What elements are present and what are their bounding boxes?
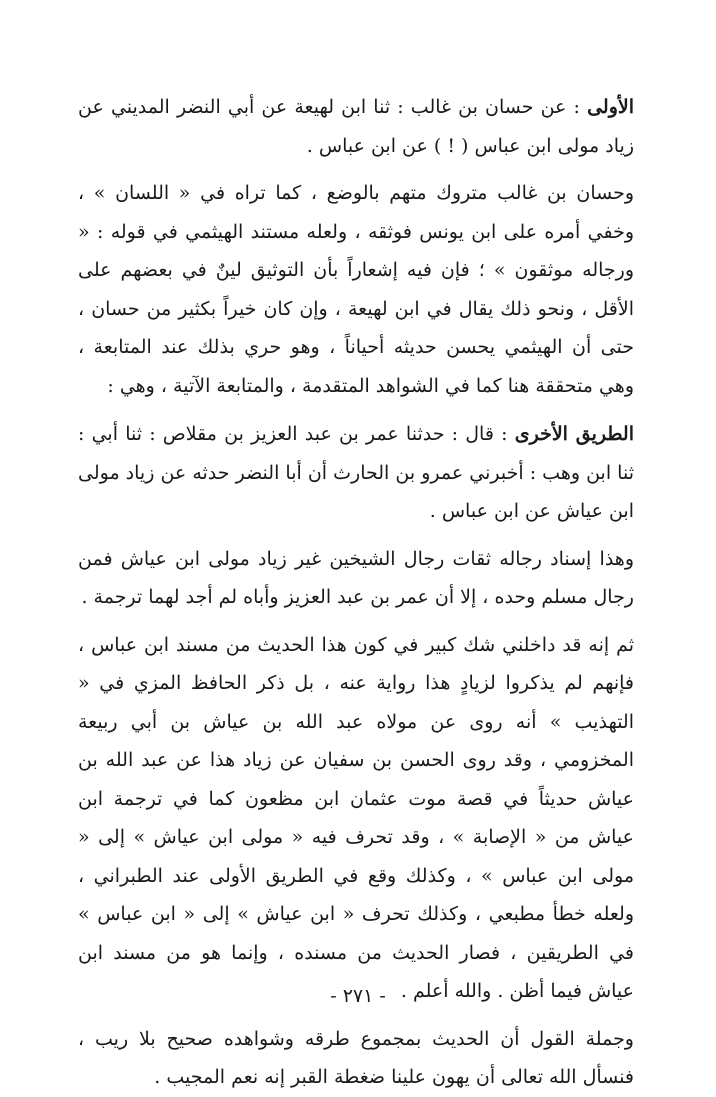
paragraph-heading: الطريق الأخرى [514, 423, 634, 445]
paragraph-text: وحسان بن غالب متروك متهم بالوضع ، كما تراه في « اللسان » ، وخفي أمره على ابن يونس فوثقه ، ولعله مستند الهيثمي في قوله : « ورجاله موثقون » ؛ فإن فيه إشعاراً بأن التوثيق لينٌ في بعضهم على الأقل ، ونحو ذلك يقال في ابن لهيعة ، وإن كان خيراً بكثير من حسان ، حتى أن الهيثمي يحسن حديثه أحياناً ، وهو حري بذلك عند المتابعة ، وهي متحققة هنا كما في الشواهد المتقدمة ، والمتابعة الآتية ، وهي : [78, 182, 634, 397]
paragraph-text: ثم إنه قد داخلني شك كبير في كون هذا الحديث من مسند ابن عباس ، فإنهم لم يذكروا لزيادٍ هذا رواية عنه ، بل ذكر الحافظ المزي في « التهذيب » أنه روى عن مولاه عبد الله بن عياش بن أبي ربيعة المخزومي ، وقد روى الحسن بن سفيان عن زياد هذا عن عبد الله بن عياش حديثاً في قصة موت عثمان ابن مظعون كما في ترجمة ابن عياش من « الإصابة » ، وقد تحرف فيه « مولى ابن عياش » إلى « مولى ابن عباس » ، وكذلك وقع في الطريق الأولى عند الطبراني ، ولعله خطأ مطبعي ، وكذلك تحرف « ابن عياش » إلى « ابن عباس » في الطريقين ، فصار الحديث من مسنده ، وإنما هو من مسند ابن عياش فيما أظن . والله أعلم . [78, 633, 634, 1002]
paragraph-first-route [78, 88, 634, 165]
paragraph-other-route [78, 415, 634, 531]
paragraph-text: وجملة القول أن الحديث بمجموع طرقه وشواهده صحيح بلا ريب ، فنسأل الله تعالى أن يهون علينا ضغطة القبر إنه نعم المجيب . [78, 1027, 634, 1088]
page-body [78, 88, 634, 1097]
paragraph-isnad [78, 540, 634, 617]
paragraph-doubt [78, 626, 634, 1011]
paragraph-conclusion [78, 1020, 634, 1097]
paragraph-heading: الأولى [587, 96, 634, 118]
paragraph-hassan [78, 174, 634, 405]
paragraph-text: : قال : حدثنا عمر بن عبد العزيز بن مقلاص : ثنا أبي : ثنا ابن وهب : أخبرني عمرو بن الحارث أن أبا النضر حدثه عن زياد مولى ابن عياش عن ابن عباس . [78, 423, 634, 522]
paragraph-text: وهذا إسناد رجاله ثقات رجال الشيخين غير زياد مولى ابن عياش فمن رجال مسلم وحده ، إلا أن عمر بن عبد العزيز وأباه لم أجد لهما ترجمة . [78, 547, 634, 608]
paragraph-text: : عن حسان بن غالب : ثنا ابن لهيعة عن أبي النضر المديني عن زياد مولى ابن عباس ( ! ) عن ابن عباس . [78, 96, 634, 157]
page-number: - ٢٧١ - [330, 985, 386, 1007]
